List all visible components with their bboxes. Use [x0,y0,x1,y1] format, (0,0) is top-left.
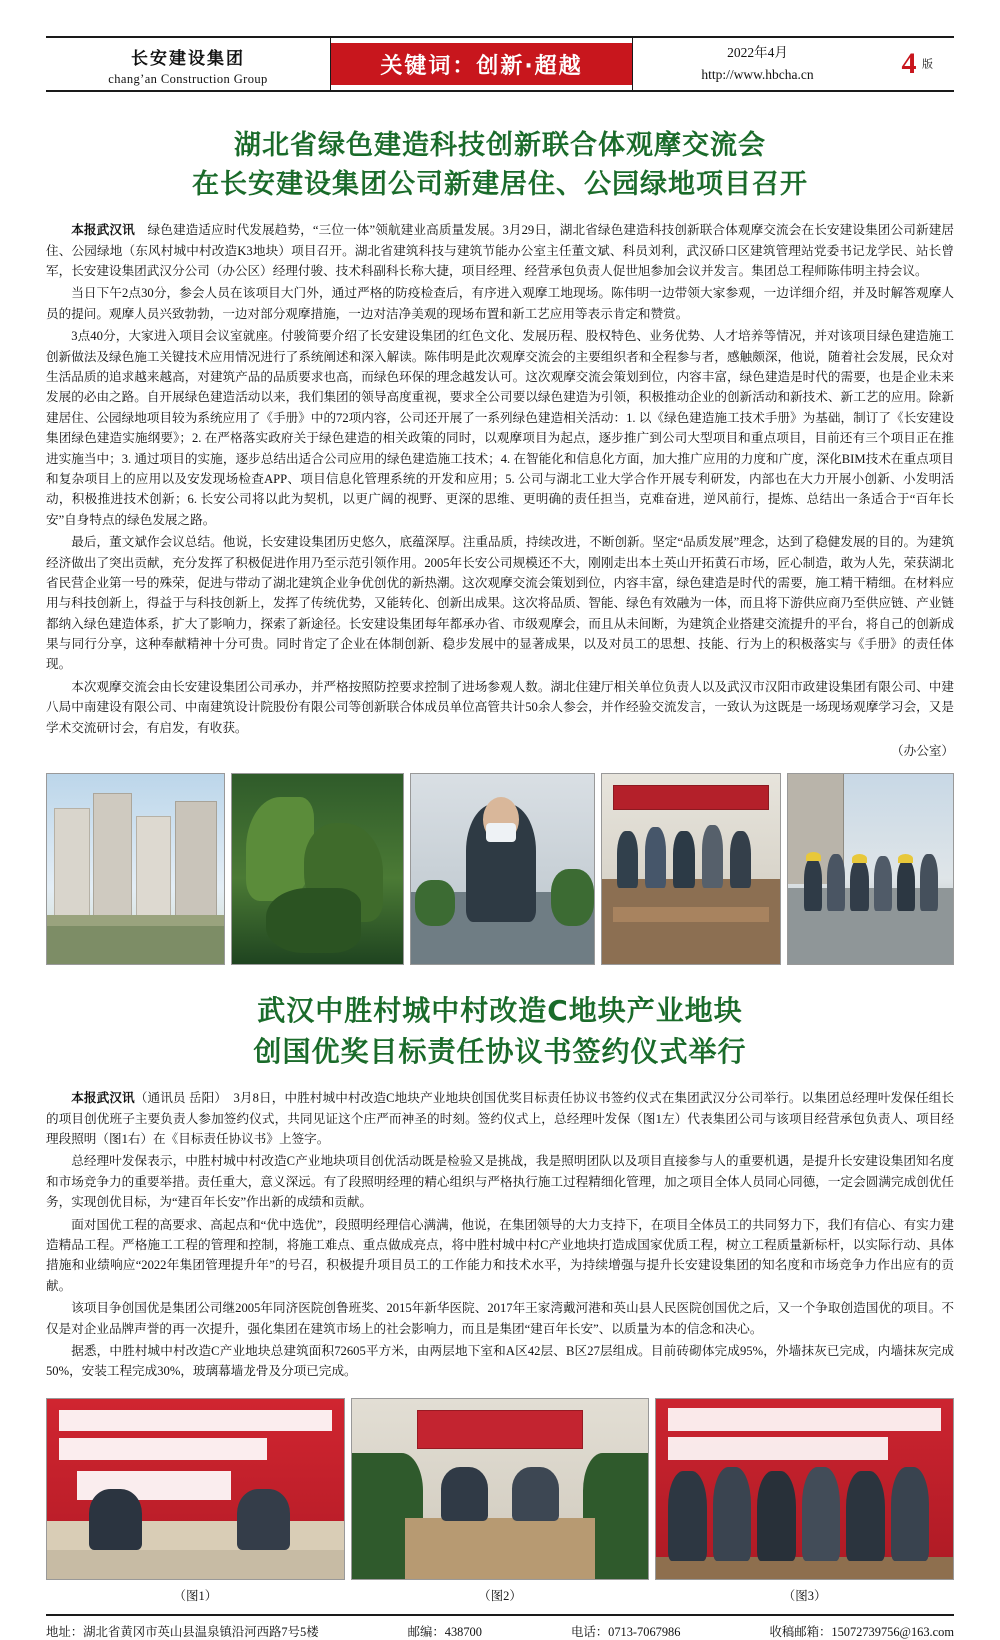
article2-body [46,1088,954,1381]
photo-caption-1: （图1） [173,1588,218,1603]
article2-lead: 本报武汉讯 [71,1091,135,1106]
masthead-date: 2022年4月 [727,45,788,61]
article1-paragraph-3: 3点40分，大家进入项目会议室就座。付骏简要介绍了长安建设集团的红色文化、发展历程、股权特色、业务优势、人才培养等情况，并对该项目绿色建造施工创新做法及绿色施工关键技术应用情况进行了系统阐述和深入解读。陈伟明是此次观摩交流会的主要组织者和全程参与者，感触颇深，他说，随着社会发展，民众对生活品质的追求越来越高，对建筑产品的品质要求也高，而绿色环保的理念越发认可。这次观摩交流会策划到位，内容丰富，绿色建造是时代的需要，也是企业未来发展的必由之路。自开展绿色建造活动以来，我们集团的领导高度重视，要求全公司要以绿色建造为引领，积极推动企业的创新活动和新技术、新工艺的应用。除新建居住、公园绿地项目较为系统应用了《手册》中的72项内容，公司还开展了一系列绿色建造相关活动：1. 以《绿色建造施工技术手册》为基础，制订了《长安建设集团绿色建造实施纲要》；2. 在严格落实政府关于绿色建造的相关政策的同时，以观摩项目为起点，逐步推广到公司大型项目和重点项目，目前还有三个项目正在推进实施当中；3. 通过项目的实施，逐步总结出适合公司应用的绿色建造施工技术；4. 在智能化和信息化方面，加大推广应用的力度和广度，深化BIM技术在重点项目和复杂项目上的应用以及安发现场检查APP、项目信息化管理系统的开发和应用；5. 公司与湖北工业大学合作开展专利研发，内部也在大力开展小创新、小发明活动，积极推进技术创新；6. 长安公司将以此为契机，以更广阔的视野、更深的思维、更明确的责任担当，克难奋进，逆风前行，提炼、总结出一条适合于“百年长安”自身特点的绿色发展之路。 [46,329,954,527]
masthead-logo-en: chang’an Construction Group [108,71,268,86]
photo-signing-ceremony-banner [46,1398,345,1580]
article1-signature: （办公室） [891,744,954,759]
photo-group-photo [655,1398,954,1580]
article2-photo-strip [46,1398,954,1580]
article1-paragraph-5: 本次观摩交流会由长安建设集团公司承办，并严格按照防控要求控制了进场参观人数。湖北住建厅相关单位负责人以及武汉市汉阳市政建设集团有限公司、中建八局中南建设有限公司、中南建筑设计院股份有限公司等创新联合体成员单位高管共计50余人参会，并作经验交流发言，一致认为这既是一场现场观摩学习会，又是学术交流研讨会，有启发，有收获。 [46,679,954,735]
masthead-page-number [882,38,954,90]
article1-paragraph-1 [46,220,954,281]
article1-paragraph-2: 当日下午2点30分，参会人员在该项目大门外，通过严格的防疫检查后，有序进入观摩工地现场。陈伟明一边带领大家参观，一边详细介绍，并及时解答观摩人员的提问。观摩人员兴致勃勃，一边对部分观摩措施，一边对洁净美观的现场布置和新工艺应用等表示肯定和赞赏。 [46,286,954,321]
article1-paragraph-1-text: 绿色建造适应时代发展趋势，“三位一体”领航建业高质量发展。3月29日，湖北省绿色建造科技创新联合体观摩交流会在长安建设集团公司新建居住、公园绿地（东风村城中村改造K3地块）项目召开。湖北省建筑科技与建筑节能办公室主任董文斌、科员刘利，武汉硚口区建筑管理站党委书记龙学民、站长曾军，长安建设集团武汉分公司（办公区）经理付骏、技术科副科长称大捷，项目经理、经营承包负责人促世旭参加会议并发言。集团总工程师陈伟明主持会议。 [46,223,955,279]
page-number-value: 4 [901,47,917,80]
photo-caption-3: （图3） [782,1588,827,1603]
article1-lead: 本报武汉讯 [71,223,135,238]
page-number-unit: 版 [920,58,933,70]
article2-paragraph-5: 据悉，中胜村城中村改造C产业地块总建筑面积72605平方米，由两层地下室和A区42层、B区27层组成。目前砖砌体完成95%，外墙抹灰已完成，内墙抹灰完成50%，安装工程完成30%，玻璃幕墙龙骨及分项已完成。 [46,1343,954,1379]
article2-paragraph-1 [46,1088,954,1149]
article2-headline-line2: 创国优奖目标责任协议书签约仪式举行 [253,1034,747,1068]
photo-meeting-speaker [410,773,595,965]
photo-signing-table [351,1398,650,1580]
article2-paragraph-1-text: 3月8日，中胜村城中村改造C地块产业地块创国优奖目标责任协议书签约仪式在集团武汉分公司举行。以集团总经理叶发保任组长的项目创优班子主要负责人参加签约仪式，共同见证这个庄严而神圣的时刻。签约仪式上，总经理叶发保（图1左）代表集团公司与该项目经营承包负责人、项目经理段照明（图1右）在《目标责任协议书》上签字。 [46,1091,955,1147]
masthead-keyword-text: 关键词：创新·超越 [380,53,583,79]
article1-headline-line1: 湖北省绿色建造科技创新联合体观摩交流会 [234,130,766,161]
footer-postcode: 邮编：438700 [407,1624,482,1639]
photo-greenery-plant [231,773,404,965]
photo-residential-buildings [46,773,225,965]
photo-conference-room [601,773,780,965]
masthead [46,36,954,92]
footer-phone: 电话：0713-7067986 [570,1624,681,1639]
article1-headline-line2: 在长安建设集团公司新建居住、公园绿地项目召开 [192,169,808,201]
photo-caption-2: （图2） [478,1588,522,1603]
article1-photo-strip [46,773,954,965]
article2-lead-note: （通讯员 岳阳） [134,1091,221,1106]
masthead-logo [46,38,331,90]
article1-headline [46,126,954,204]
masthead-keyword-banner [331,43,632,85]
footer-address: 地址：湖北省黄冈市英山县温泉镇沿河西路7号5楼 [46,1624,319,1639]
article2-headline [46,991,954,1072]
article2-paragraph-4: 该项目争创国优是集团公司继2005年同济医院创鲁班奖、2015年新华医院、2017年王家湾戴河港和英山县人民医院创国优之后，又一个争取创造国优的项目。不仅是对企业品牌声誉的再一次提升，强化集团在建筑市场上的社会影响力，而且是集团“建百年长安”、以质量为本的信念和决心。 [46,1301,954,1336]
article1-paragraph-4: 最后，董文斌作会议总结。他说，长安建设集团历史悠久，底蕴深厚。注重品质，持续改进，不断创新。坚定“品质发展”理念，达到了稳健发展的目的。为建筑经济做出了突出贡献，充分发挥了积极促进作用乃至示范引领作用。2005年长安公司规模还不大，刚刚走出本土英山开拓黄石市场，匠心制造，敢为人先，荣获湖北省民营企业第一号的殊荣，促进与带动了湖北建筑企业争优创优的新热潮。这次观摩交流会策划到位，内容丰富，绿色建造是时代的需要，施工精干精细。在材料应用与科技创新上，得益于与科技创新上，发挥了传统优势，又能转化、创新出成果。这次将品质、智能、绿色有效融为一体，而且将下游供应商乃至供应链、产业链都纳入绿色建造体系，扩大了影响力，探索了新途径。长安建设集团每年都承办省、市级观摩会，而且从未间断，为建筑企业搭建交流提升的平台，将自己的创新成果与同行分享，这种奉献精神十分可贵。同时肯定了企业在体制创新、稳步发展中的显著成果，以及对员工的思想、技能、行为上的积极落实与《手册》的责任体现。 [46,535,954,672]
masthead-meta [632,38,882,90]
footer [46,1614,954,1640]
masthead-logo-cn: 长安建设集团 [131,48,245,68]
photo-site-visit [787,773,954,965]
article2-headline-line1: 武汉中胜村城中村改造C地块产业地块 [257,994,743,1028]
article2-photo-captions [46,1586,954,1604]
article2-paragraph-3: 面对国优工程的高要求、高起点和“优中选优”，段照明经理信心满满，他说，在集团领导的大力支持下，在项目全体员工的共同努力下，我们有信心、有实力建造精品工程。严格施工工程的管理和控制，将施工难点、重点做成亮点，将中胜村城中村C产业地块打造成国家优质工程，树立工程质量新标杆，以实际行动、具体措施和业绩响应“2022年集团管理提升年”的号召，积极提升项目员工的工作能力和技术水平，为持续增强与提升长安建设集团的知名度和市场竞争力作出应有的贡献。 [46,1217,954,1293]
footer-email[interactable]: 收稿邮箱：15072739756@163.com [769,1624,954,1639]
masthead-website[interactable]: http://www.hbcha.cn [701,67,814,82]
article1-body [46,220,954,759]
article2-paragraph-2: 总经理叶发保表示，中胜村城中村改造C产业地块项目创优活动既是检验又是挑战，我是照明团队以及项目直接参与人的重要机遇，是提升长安建设集团知名度和市场竞争力的重要举措。责任重大，意义深远。有了段照明经理的精心组织与严格执行施工过程精细化管理，加之项目全体人员同心同德，一定会圆满完成创优任务，实现创优目标，为“建百年长安”作出新的成绩和贡献。 [46,1154,954,1210]
